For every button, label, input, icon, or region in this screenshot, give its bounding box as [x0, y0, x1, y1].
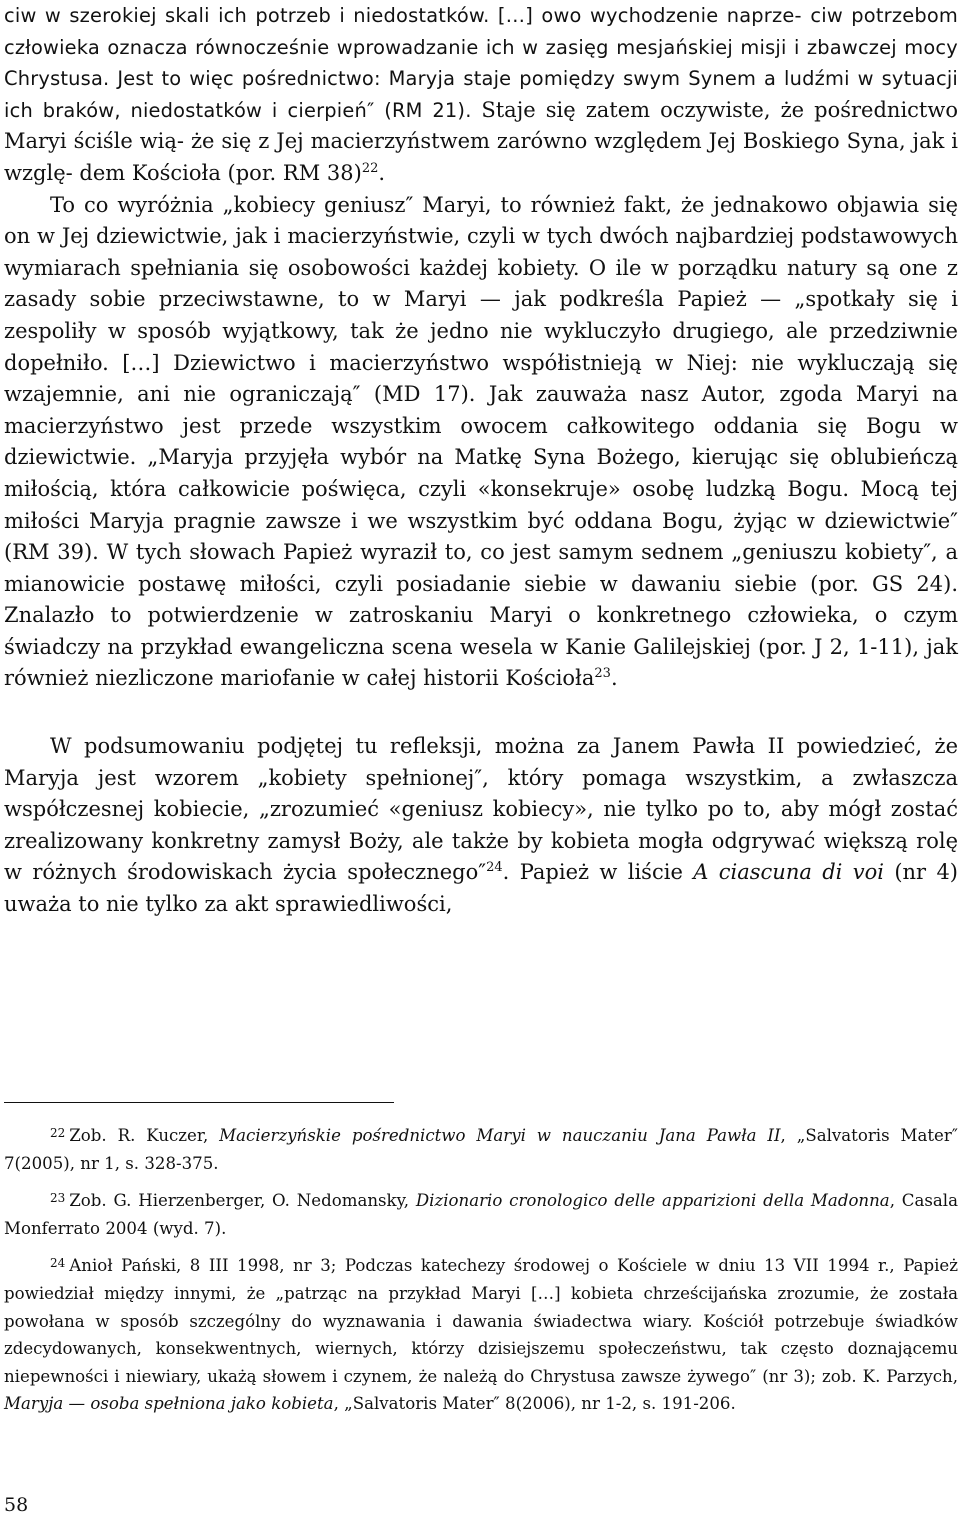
text-line: staje pomiędzy swym Synem a ludźmi w sytuacji ich braków, niedostatków i [4, 67, 958, 122]
footnote-ref: 24 [486, 860, 503, 876]
text-line: cierpień″ (RM 21). [287, 98, 482, 122]
footnote-separator [4, 1102, 394, 1103]
paragraph-1 [4, 0, 958, 190]
text-line: dem Kościoła (por. RM 38) [79, 160, 362, 185]
paragraph-2 [4, 190, 958, 696]
text-line: że się z Jej macierzyństwem zarówno względem Jej Boskiego Syna, jak i wzglę- [4, 129, 958, 185]
paragraph-3 [4, 731, 958, 921]
footnote-24 [4, 1250, 958, 1418]
text-fragment: (nr 4) uważa to nie tylko za akt sprawiedliwości, [4, 860, 958, 917]
footnote-text: , „Salvatoris Mater″ 8(2006), nr 1-2, s. 191-206. [333, 1394, 736, 1414]
paragraph-text: To co wyróżnia „kobiecy geniusz″ Maryi, to również fakt, że jednakowo objawia się on w Jej dziewictwie, jak i macierzyństwie, czyli w tych dwóch najbardziej podstawowych wymiarach spełniania się osobowości każdej kobiety. O ile w porządku natury są one z zasady sobie przeciwstawne, to w Maryi — jak podkreśla Papież — „spotkały się i zespoliły w sposób wyjątkowy, tak że jedno nie wykluczyło drugiego, ale przedziwnie dopełniło. […] Dziewictwo i macierzyństwo współistnieją w Niej: nie wykluczają się wzajemnie, ani nie ograniczają″ (MD 17). Jak zauważa nasz Autor, zgoda Maryi na macierzyństwo jest przede wszystkim owocem całkowitego oddania się Bogu w dziewictwie. „Maryja przyjęła wybór na Matkę Syna Bożego, kierując się oblubieńczą miłością, która całkowicie poświęca, czyli «konsekruje» osobę ludzką Bogu. Mocą tej miłości Maryja pragnie zawsze i we wszystkim być oddana Bogu, żyjąc w dziewictwie″ (RM 39). W tych słowach Papież wyraził to, co jest samym sednem „geniuszu kobiety″, a mianowicie postawę miłości, czyli posiadanie siebie w dawaniu siebie (por. GS 24). Znalazło to potwierdzenie w zatroskaniu Maryi o konkretnego człowieka, o czym świadczy na przykład ewangeliczna scena wesela w Kanie Galilejskiej (por. J 2, 1-11), jak również niezliczone mariofanie w całej historii Kościoła [4, 192, 958, 691]
footnote-22 [4, 1120, 958, 1177]
italic-title: A ciascuna di voi [693, 860, 884, 885]
page-number: 58 [4, 1494, 29, 1516]
footnote-text: , „Salvatoris Mater″ 7(2005), nr 1, s. 328-375. [4, 1126, 958, 1173]
text-fragment: . Papież w liście [502, 860, 694, 885]
paragraph-text: W podsumowaniu podjętej tu refleksji, można za Janem Pawła II powiedzieć, że Maryja jest wzorem „kobiety spełnionej″, który pomaga wszystkim, a zwłaszcza współczesnej kobiecie, „zrozumieć «geniusz kobiecy», nie tylko po to, aby mógł zostać zrealizowany konkretny zamysł Boży, ale także by kobieta mogła odgrywać większą rolę w różnych środowiskach życia społecznego″ [4, 734, 958, 885]
footnote-23 [4, 1185, 958, 1242]
footnote-ref: 22 [361, 160, 379, 176]
footnote-text: Anioł Pański, 8 III 1998, nr 3; Podczas katechezy środowej o Kościele w dniu 13 VII 1994 r., Papież powiedział między innymi, że „patrząc na przykład Maryi […] kobieta chrześcijańska zrozumie, że została powołana w sposób szczególny do wyznawania i dawania świadectwa wiary. Kościół potrzebuje świadków zdecydowanych, konsekwentnych, wiernych, którzy dzisiejszemu społeczeństwu, tak często doznającemu niepewności i niewiary, ukażą słowem i czynem, że należą do Chrystusa zawsze żywego″ (nr 3); zob. K. Parzych, [4, 1256, 958, 1386]
text-fragment: . [610, 666, 618, 691]
italic-title: Dizionario cronologico delle apparizioni della Madonna [415, 1191, 890, 1211]
main-text [4, 0, 958, 921]
document-page [4, 0, 960, 1526]
footnotes [4, 1120, 958, 1426]
footnote-number: 24 [50, 1256, 66, 1271]
text-line: mesjańskiej misji i zbawczej mocy Chrystusa. Jest to więc pośrednictwo: Maryja [4, 35, 958, 91]
text-line: ciw w szerokiej skali ich potrzeb i niedostatków. […] owo wychodzenie naprze- [4, 4, 802, 27]
text-line: ciw potrzebom człowieka oznacza równocześnie wprowadzanie ich w zasięg [4, 4, 958, 59]
footnote-number: 23 [50, 1191, 66, 1206]
footnote-text: Zob. G. Hierzenberger, O. Nedomansky, [69, 1191, 416, 1211]
footnote-ref: 23 [594, 666, 611, 682]
italic-title: Maryja — osoba spełniona jako kobieta [4, 1394, 334, 1414]
footnote-text: , Casala Monferrato 2004 (wyd. 7). [4, 1191, 958, 1238]
text-line: Staje się zatem oczywiste, że pośrednictwo Maryi ściśle wią- [4, 97, 958, 154]
footnote-number: 22 [50, 1126, 66, 1140]
text-fragment: . [378, 160, 386, 185]
italic-title: Macierzyńskie pośrednictwo Maryi w nauczaniu Jana Pawła II [219, 1126, 781, 1145]
footnote-text: Zob. R. Kuczer, [69, 1126, 220, 1145]
